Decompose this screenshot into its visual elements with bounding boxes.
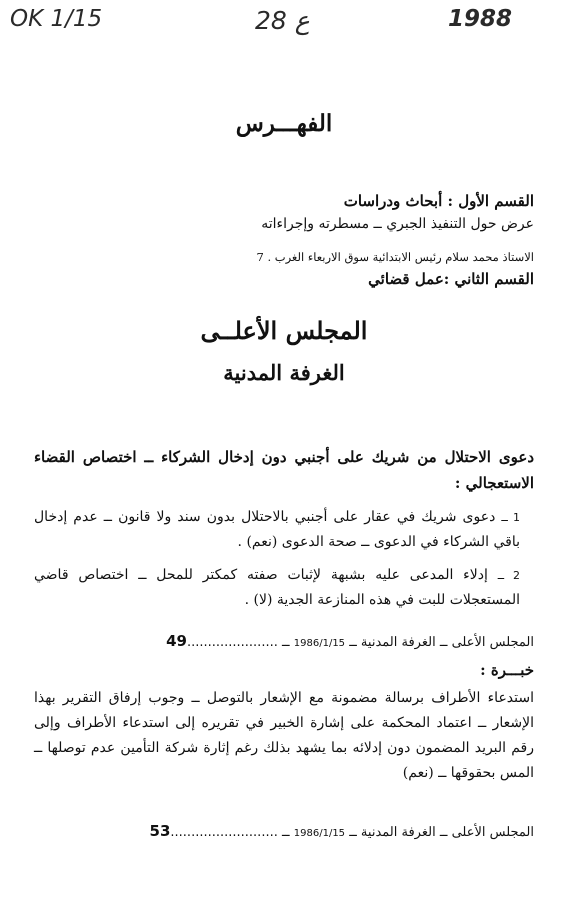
case1-item1	[34, 505, 520, 554]
case1-ref-court: المجلس الأعلى ــ الغرفة المدنية ــ	[349, 635, 534, 650]
toc-part2-label: القسم الثاني :عمل قضائي	[368, 270, 534, 288]
case1-ref-date: 1986/1/15	[293, 638, 346, 649]
court-chamber: الغرفة المدنية	[223, 360, 345, 385]
handwritten-folio: 28 ع	[255, 6, 310, 35]
case2-ref-page: 53	[149, 822, 171, 840]
handwritten-note-left: OK 1/15	[10, 6, 103, 32]
page-title: الفهـــرس	[235, 110, 333, 137]
case1-heading: دعوى الاحتلال من شريك على أجنبي دون إدخال الشركاء ــ اختصاص القضاء الاستعجالي :	[34, 448, 534, 492]
case2-ref-dots: ..........................	[170, 825, 278, 840]
toc-part1-item: عرض حول التنفيذ الجبري ــ مسطرته وإجراءاته	[261, 216, 534, 232]
case2-text: استدعاء الأطراف برسالة مضمونة مع الإشعار بالتوصل ــ وجوب إرفاق التقرير بهذا الإشعار ــ اعتماد المحكمة على إشارة الخبير في تقريره إلى استدعاء الأطراف وإلى رقم البريد المضمون دون إدلائه بما يشهد بذلك رغم إثارة شركة التأمين عدم توصلها ــ المس بحقوقها ــ (نعم)	[34, 690, 534, 781]
toc-part1-author: الاستاذ محمد سلام رئيس الابتدائية سوق الاربعاء الغرب . 7	[256, 250, 534, 264]
case1-item1-text: دعوى شريك في عقار على أجنبي بالاحتلال بدون سند ولا قانون ــ عدم إدخال باقي الشركاء في الدعوى ــ صحة الدعوى (نعم) .	[34, 509, 520, 550]
case1-item2	[34, 563, 520, 612]
case1-item2-text: إدلاء المدعى عليه بشبهة لإثبات صفته كمكتر للمحل ــ اختصاص قاضي المستعجلات للبت في هذه المنازعة الجدية (لا) .	[34, 567, 520, 608]
case1-ref-sep: ــ	[282, 635, 290, 650]
case1-ref-dots: ......................	[186, 635, 278, 650]
case2-ref-sep: ــ	[282, 825, 290, 840]
case1-item1-number: 1 ــ	[501, 511, 520, 524]
toc-part1-label: القسم الأول : أبحاث ودراسات	[343, 192, 534, 210]
court-name: المجلس الأعلــى	[200, 316, 368, 345]
case2-ref-court: المجلس الأعلى ــ الغرفة المدنية ــ	[349, 825, 534, 840]
case1-ref-page: 49	[166, 632, 187, 650]
case1-reference	[34, 632, 534, 650]
case2-ref-date: 1986/1/15	[293, 828, 346, 839]
case2-reference	[34, 822, 534, 840]
case1-item2-number: 2 ــ	[497, 569, 520, 582]
case2-heading: خبـــرة :	[480, 661, 534, 679]
handwritten-year: 1988	[448, 6, 513, 32]
